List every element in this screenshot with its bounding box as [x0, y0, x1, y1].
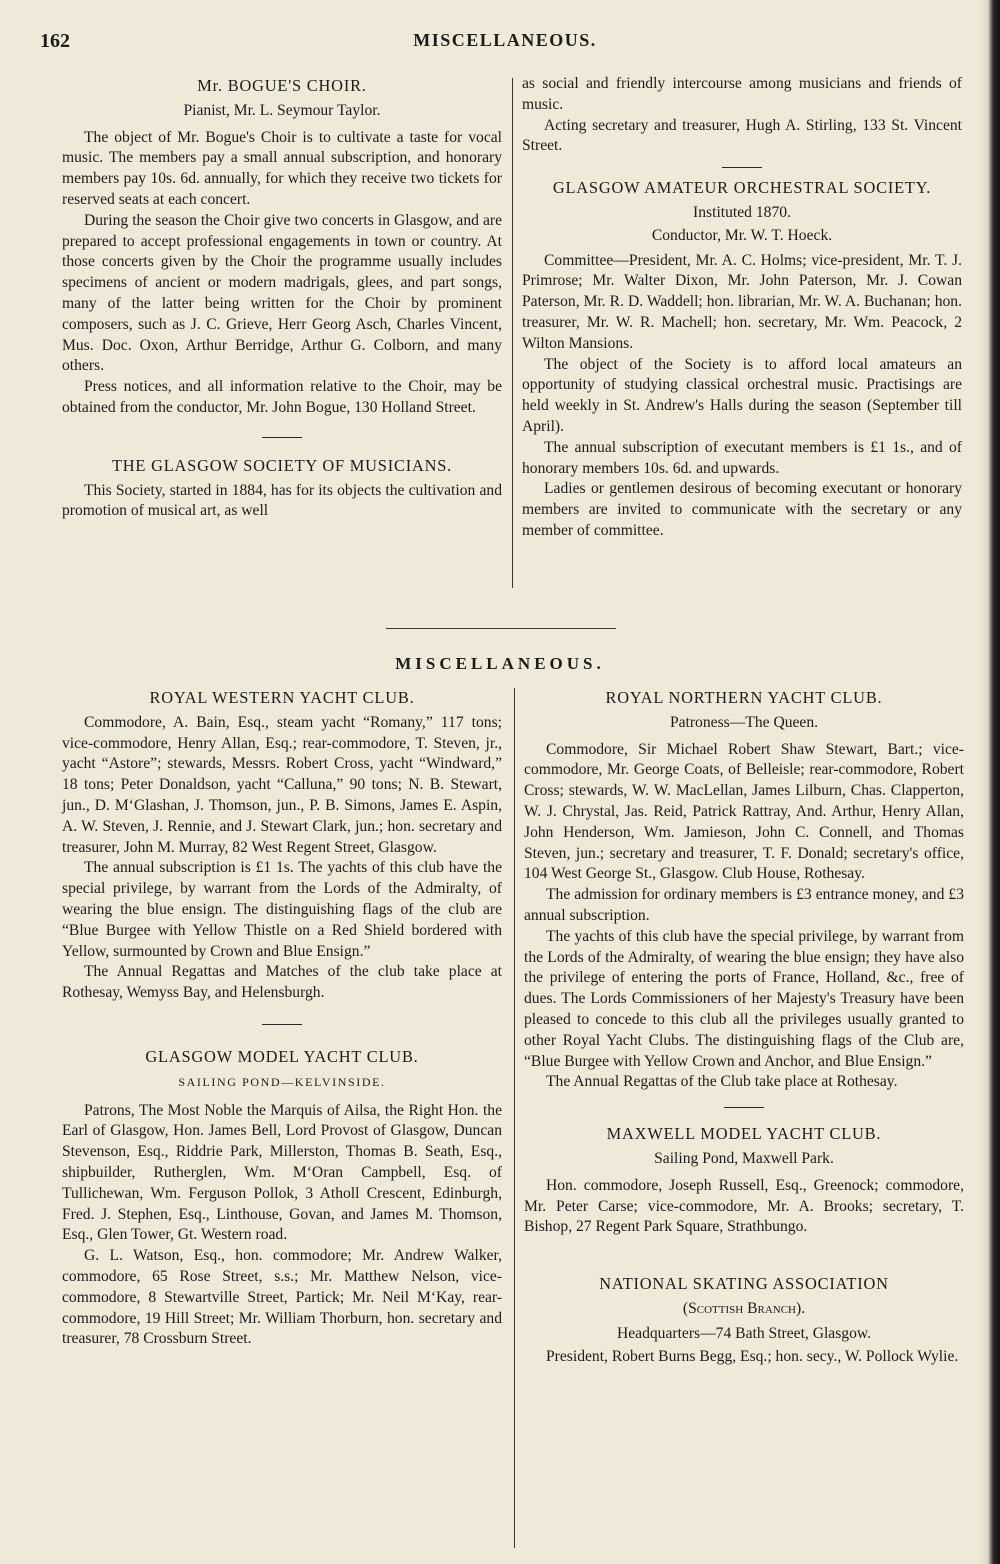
bogue-choir-paragraph: Press notices, and all information relative to the Choir, may be obtained from the conductor, Mr. John Bogue, 130 Holland Street. [62, 378, 502, 416]
musicians-society-paragraph: Acting secretary and treasurer, Hugh A. Stirling, 133 St. Vincent Street. [522, 116, 962, 155]
royal-northern-paragraph: The yachts of this club have the special privilege, by warrant from the Lords of the Admiralty, of wearing the blue ensign; they have also the privilege of entering the ports of France, Holland, &c., free of dues. The Lords Commissioners of her Majesty's Treasury have been pleased to concede to this club all the privileges usually granted to other Royal Yacht Clubs. The distinguishing flags of the Club are, “Blue Burgee with Yellow Crown and Anchor, and Blue Ensign.” [524, 927, 964, 1070]
royal-western-paragraph: The Annual Regattas and Matches of the club take place at Rothesay, Wemyss Bay, and Helensburgh. [62, 963, 502, 1002]
bogue-choir-title: Mr. BOGUE'S CHOIR. [197, 76, 367, 95]
orchestral-committee: Committee—President, Mr. A. C. Holms; vice-president, Mr. T. J. Primrose; Mr. Walter Dixon, Mr. John Paterson, Mr. J. Cowan Paterson, Mr. R. D. Waddell; hon. librarian, Mr. W. A. Buchanan; hon. treasurer, Mr. W. R. Machell; hon. secretary, Mr. Wm. Peacock, 2 Wilton Mansions. [522, 251, 962, 352]
skating-paragraph: President, Robert Burns Begg, Esq.; hon. secy., W. Pollock Wylie. [546, 1347, 959, 1365]
lower-right-column [524, 686, 964, 1367]
orchestral-paragraph: Ladies or gentlemen desirous of becoming executant or honorary members are invited to communicate with the secretary or any member of committee. [522, 480, 962, 539]
bogue-choir-paragraph: The object of Mr. Bogue's Choir is to cultivate a taste for vocal music. The members pay a small annual subscription, and honorary members pay 10s. 6d. annually, for which they receive two tickets for reserved seats at each concert. [62, 128, 502, 208]
musicians-society-paragraph: This Society, started in 1884, has for its objects the cultivation and promotion of musical art, as well [62, 481, 502, 520]
orchestral-society-title: GLASGOW AMATEUR ORCHESTRAL SOCIETY. [552, 178, 932, 198]
glasgow-model-title: GLASGOW MODEL YACHT CLUB. [145, 1046, 419, 1066]
column-rule [512, 78, 513, 588]
royal-northern-paragraph: Commodore, Sir Michael Robert Shaw Stewart, Bart.; vice-commodore, Mr. George Coats, of Belleisle; rear-commodore, Robert Cross; stewards, W. W. MacLellan, James Lilburn, Chas. Clapperton, W. J. Chrystal, Jas. Reid, Patrick Rattray, And. Arthur, Henry Allan, John Henderson, Wm. Jamieson, John C. Connell, and Thomas Steven, jun.; secretary and treasurer, T. F. Donald; secretary's office, 104 West George St., Glasgow. Club House, Rothesay. [524, 740, 964, 883]
orchestral-conductor: Conductor, Mr. W. T. Hoeck. [651, 226, 833, 244]
bogue-choir-pianist: Pianist, Mr. L. Seymour Taylor. [183, 101, 381, 119]
section-title: MISCELLANEOUS. [395, 654, 605, 673]
section-separator [262, 437, 302, 438]
glasgow-model-paragraph: Patrons, The Most Noble the Marquis of Ailsa, the Right Hon. the Earl of Glasgow, Hon. James Bell, Lord Provost of Glasgow, Duncan Stevenson, Esq., Riddrie Park, Millerston, Thomas B. Seath, Esq., shipbuilder, Rutherglen, Wm. M‘Oran Campbell, Esq. of Tullichewan, Wm. Ferguson Pollok, 3 Atholl Crescent, Edinburgh, Fred. J. Stephen, Esq., Linthouse, Govan, and James M. Thomson, Esq., Glen Tower, Gt. Western road. [62, 1101, 502, 1244]
skating-headquarters: Headquarters—74 Bath Street, Glasgow. [616, 1324, 872, 1342]
musicians-society-paragraph: as social and friendly intercourse among musicians and friends of music. [522, 75, 962, 113]
lower-left-column [62, 686, 502, 1350]
skating-subtitle: (Scottish Branch). [682, 1299, 806, 1317]
glasgow-model-subtitle: SAILING POND—KELVINSIDE. [178, 1074, 386, 1089]
page-header [40, 30, 970, 62]
glasgow-model-paragraph: G. L. Watson, Esq., hon. commodore; Mr. Andrew Walker, commodore, 65 Rose Street, s.s.; Mr. Matthew Nelson, vice-commodore, 8 Stewartville Street, Partick; Mr. Neil M‘Kay, rear-commodore, 19 Hill Street; Mr. William Thorburn, hon. secretary and treasurer, 78 Crossburn Street. [62, 1247, 502, 1348]
musicians-society-title: THE GLASGOW SOCIETY OF MUSICIANS. [111, 455, 453, 475]
page-number: 162 [40, 30, 70, 52]
upper-left-column [62, 74, 502, 522]
royal-western-title: ROYAL WESTERN YACHT CLUB. [149, 688, 415, 707]
spacer [524, 1238, 964, 1272]
royal-northern-paragraph: The Annual Regattas of the Club take place at Rothesay. [546, 1073, 898, 1091]
skating-title: NATIONAL SKATING ASSOCIATION [599, 1274, 889, 1294]
royal-western-paragraph: Commodore, A. Bain, Esq., steam yacht “Romany,” 117 tons; vice-commodore, Henry Allan, Esq.; rear-commodore, T. Steven, jr., yacht “Astore”; stewards, Messrs. Robert Cross, yacht “Windward,” 18 tons; Peter Donaldson, yacht “Calluna,” 90 tons; N. B. Stewart, jun., D. M‘Glashan, J. Thomson, jun., P. B. Simons, James E. Aspin, A. W. Steven, J. Rennie, and J. Stewart Clark, jun.; hon. secretary and treasurer, John M. Murray, 82 West Regent Street, Glasgow. [62, 713, 502, 856]
orchestral-instituted: Instituted 1870. [693, 203, 791, 221]
column-rule [514, 688, 515, 1548]
page-edge-shadow [978, 0, 1000, 1564]
royal-northern-title: ROYAL NORTHERN YACHT CLUB. [605, 688, 883, 707]
section-separator [724, 1107, 764, 1108]
maxwell-paragraph: Hon. commodore, Joseph Russell, Esq., Greenock; commodore, Mr. Peter Carse; vice-commodore, Mr. A. Brooks; secretary, T. Bishop, 27 Regent Park Square, Strathbungo. [524, 1176, 964, 1236]
royal-western-paragraph: The annual subscription is £1 1s. The yachts of this club have the special privilege, by warrant from the Lords of the Admiralty, of wearing the blue ensign. The distinguishing flags of the club are “Blue Burgee with Yellow Thistle on a Red Shield bordered with Yellow, surmounted by Crown and Blue Ensign.” [62, 859, 502, 960]
maxwell-subtitle: Sailing Pond, Maxwell Park. [654, 1149, 834, 1167]
upper-right-column [522, 74, 962, 542]
section-separator [722, 167, 762, 168]
maxwell-title: MAXWELL MODEL YACHT CLUB. [606, 1124, 882, 1144]
orchestral-paragraph: The object of the Society is to afford local amateurs an opportunity of studying classical orchestral music. Practisings are held weekly in St. Andrew's Halls during the season (September till April). [522, 355, 962, 435]
orchestral-paragraph: The annual subscription of executant members is £1 1s., and of honorary members 10s. 6d. and upwards. [522, 438, 962, 477]
royal-northern-paragraph: The admission for ordinary members is £3 entrance money, and £3 annual subscription. [524, 886, 964, 924]
section-separator [262, 1024, 302, 1025]
bogue-choir-paragraph: During the season the Choir give two concerts in Glasgow, and are prepared to accept professional engagements in town or country. At those concerts given by the Choir the programme usually includes specimens of ancient or modern madrigals, glees, and part songs, many of the latter being written for the Choir by prominent composers, such as J. C. Grieve, Herr Georg Asch, Charles Vincent, Mus. Doc. Oxon, Arthur Berridge, Arthur G. Colborn, and many others. [62, 211, 502, 375]
royal-northern-patroness: Patroness—The Queen. [669, 713, 819, 731]
section-rule [386, 628, 616, 629]
running-title: MISCELLANEOUS. [413, 30, 597, 50]
